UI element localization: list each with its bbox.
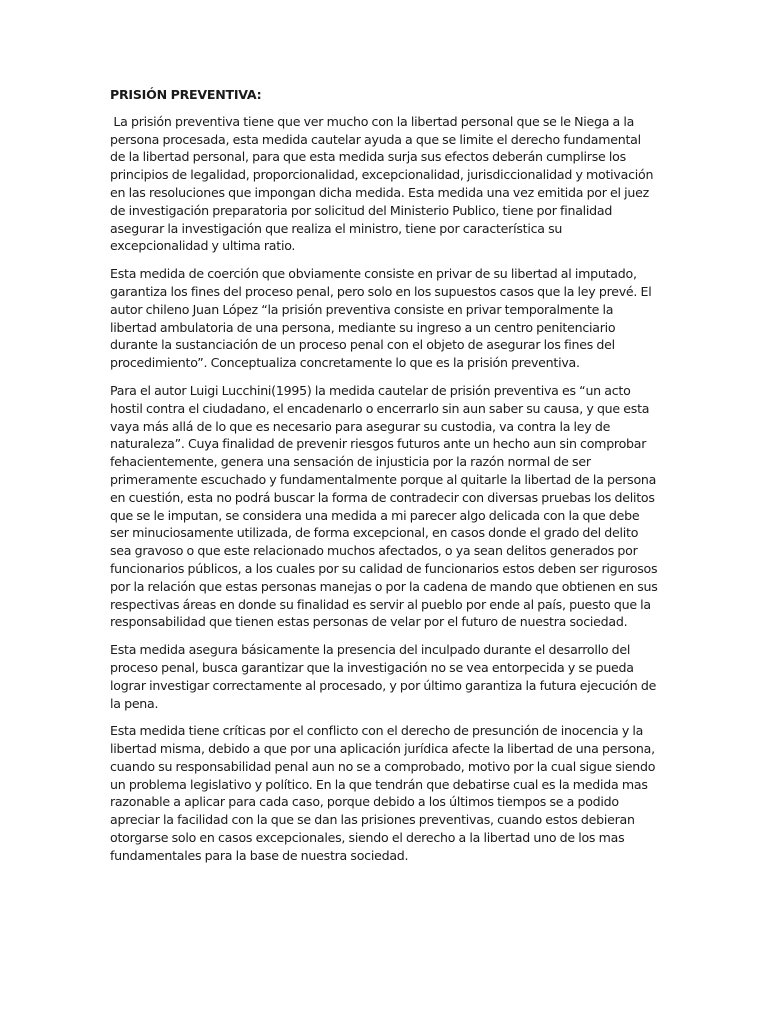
- paragraph-lucchini: Para el autor Luigi Lucchini(1995) la medida cautelar de prisión preventiva es “un acto hostil contra el ciudadano, el encadenarlo o encerrarlo sin aun saber su causa, y que esta vaya más allá de lo que es necesario para asegurar su custodia, va contra la ley de naturaleza”. Cuya finalidad de prevenir riesgos futuros ante un hecho aun sin comprobar fehacientemente, genera una sensación de injusticia por la razón normal de ser primeramente escuchado y fundamentalmente porque al quitarle la libertad de la persona en cuestión, esta no podrá buscar la forma de contradecir con diversas pruebas los delitos que se le imputan, se considera una medida a mi parecer algo delicada con la que debe ser minuciosamente utilizada, de forma excepcional, en casos donde el grado del delito sea gravoso o que este relacionado muchos afectados, o ya sean delitos generados por funcionarios públicos, a los cuales por su calidad de funcionarios estos deben ser rigurosos por la relación que estas personas manejas o por la cadena de mando que obtienen en sus respectivas áreas en donde su finalidad es servir al pueblo por ende al país, puesto que la responsabilidad que tienen estas personas de velar por el futuro de nuestra sociedad.: [110, 382, 658, 630]
- paragraph-criticism: Esta medida tiene críticas por el conflicto con el derecho de presunción de inocencia y la libertad misma, debido a que por una aplicación jurídica afecte la libertad de una persona, cuando su responsabilidad penal aun no se a comprobado, motivo por la cual sigue siendo un problema legislativo y político. En la que tendrán que debatirse cual es la medida mas razonable a aplicar para cada caso, porque debido a los últimos tiempos se a podido apreciar la facilidad con la que se dan las prisiones preventivas, cuando estos debieran otorgarse solo en casos excepcionales, siendo el derecho a la libertad uno de los mas fundamentales para la base de nuestra sociedad.: [110, 723, 656, 863]
- document-body: [110, 86, 658, 875]
- paragraph-coercion: Esta medida de coerción que obviamente consiste en privar de su libertad al imputado, garantiza los fines del proceso penal, pero solo en los supuestos casos que la ley prevé. El autor chileno Juan López “la prisión preventiva consiste en privar temporalmente la libertad ambulatoria de una persona, mediante su ingreso a un centro penitenciario durante la sustanciación de un proceso penal con el objeto de asegurar los fines del procedimiento”. Conceptualiza concretamente lo que es la prisión preventiva.: [110, 266, 652, 371]
- paragraph-guarantees: Esta medida asegura básicamente la presencia del inculpado durante el desarrollo del proceso penal, busca garantizar que la investigación no se vea entorpecida y se pueda lograr investigar correctamente al procesado, y por último garantiza la futura ejecución de la pena.: [110, 642, 657, 711]
- paragraph-intro: La prisión preventiva tiene que ver mucho con la libertad personal que se le Niega a la persona procesada, esta medida cautelar ayuda a que se limite el derecho fundamental de la libertad personal, para que esta medida surja sus efectos deberán cumplirse los principios de legalidad, proporcionalidad, excepcionalidad, jurisdiccionalidad y motivación en las resoluciones que impongan dicha medida. Esta medida una vez emitida por el juez de investigación preparatoria por solicitud del Ministerio Publico, tiene por finalidad asegurar la investigación que realiza el ministro, tiene por característica su excepcionalidad y ultima ratio.: [110, 113, 657, 254]
- document-title: PRISIÓN PREVENTIVA:: [110, 87, 262, 102]
